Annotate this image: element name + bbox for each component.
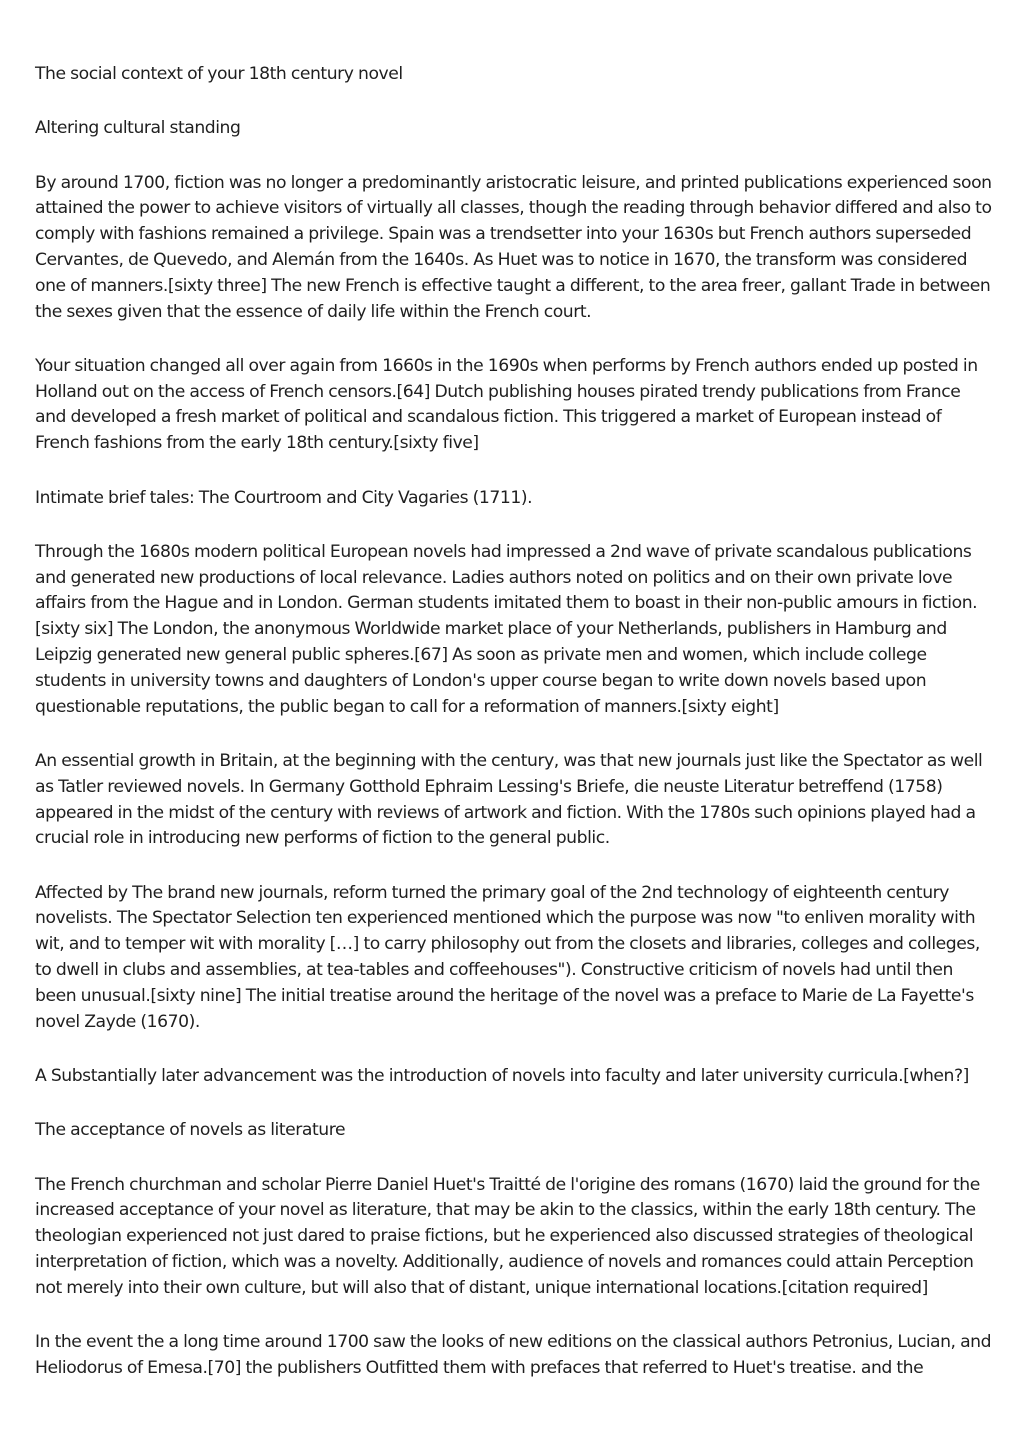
section-heading-acceptance-of-novels: The acceptance of novels as literature [35, 1120, 346, 1141]
section-heading-altering-cultural-standing: Altering cultural standing [35, 118, 241, 139]
body-paragraph: By around 1700, fiction was no longer a predominantly aristocratic leisure, and printed publications experienced soon attained the power to achieve visitors of virtually all classes, though the reading through behavior differed and also to comply with fashions remained a privilege. Spain was a trendsetter into your 1630s but French authors superseded Cervantes, de Quevedo, and Alemán from the 1640s. As Huet was to notice in 1670, the transform was considered one of manners.[sixty three] The new French is effective taught a different, to the area freer, gallant Trade in between the sexes given that the essence of daily life within the French court. [35, 172, 992, 322]
document-body [35, 62, 993, 1410]
body-paragraph: Your situation changed all over again from 1660s in the 1690s when performs by French authors ended up posted in Holland out on the access of French censors.[64] Dutch publishing houses pirated trendy publications from France and developed a fresh market of political and scandalous fiction. This triggered a market of European instead of French fashions from the early 18th century.[sixty five] [35, 355, 978, 454]
body-paragraph: An essential growth in Britain, at the beginning with the century, was that new journals just like the Spectator as well as Tatler reviewed novels. In Germany Gotthold Ephraim Lessing's Briefe, die neuste Literatur betreffend (1758) appeared in the midst of the century with reviews of artwork and fiction. With the 1780s such opinions played had a crucial role in introducing new performs of fiction to the general public. [35, 750, 983, 849]
section-heading-intimate-brief-tales: Intimate brief tales: The Courtroom and City Vagaries (1711). [35, 487, 533, 508]
body-paragraph: Through the 1680s modern political European novels had impressed a 2nd wave of private scandalous publications and generated new productions of local relevance. Ladies authors noted on politics and on their own private love affairs from the Hague and in London. German students imitated them to boast in their non-public amours in fiction.[sixty six] The London, the anonymous Worldwide market place of your Netherlands, publishers in Hamburg and Leipzig generated new general public spheres.[67] As soon as private men and women, which include college students in university towns and daughters of London's upper course began to write down novels based upon questionable reputations, the public began to call for a reformation of manners.[sixty eight] [35, 541, 978, 717]
body-paragraph: The French churchman and scholar Pierre Daniel Huet's Traitté de l'origine des romans (1670) laid the ground for the increased acceptance of your novel as literature, that may be akin to the classics, within the early 18th century. The theologian experienced not just dared to praise fictions, but he experienced also discussed strategies of theological interpretation of fiction, which was a novelty. Additionally, audience of novels and romances could attain Perception not merely into their own culture, but will also that of distant, unique international locations.[citation required] [35, 1174, 980, 1298]
body-paragraph: A Substantially later advancement was the introduction of novels into faculty and later university curricula.[when?] [35, 1065, 969, 1086]
document-title: The social context of your 18th century novel [35, 64, 403, 84]
body-paragraph: Affected by The brand new journals, reform turned the primary goal of the 2nd technology of eighteenth century novelists. The Spectator Selection ten experienced mentioned which the purpose was now "to enliven morality with wit, and to temper wit with morality […] to carry philosophy out from the closets and libraries, colleges and colleges, to dwell in clubs and assemblies, at tea-tables and coffeehouses"). Constructive criticism of novels had until then been unusual.[sixty nine] The initial treatise around the heritage of the novel was a preface to Marie de La Fayette's novel Zayde (1670). [35, 882, 980, 1032]
body-paragraph: In the event the a long time around 1700 saw the looks of new editions on the classical authors Petronius, Lucian, and Heliodorus of Emesa.[70] the publishers Outfitted them with prefaces that referred to Huet's treatise. and the [35, 1331, 992, 1378]
